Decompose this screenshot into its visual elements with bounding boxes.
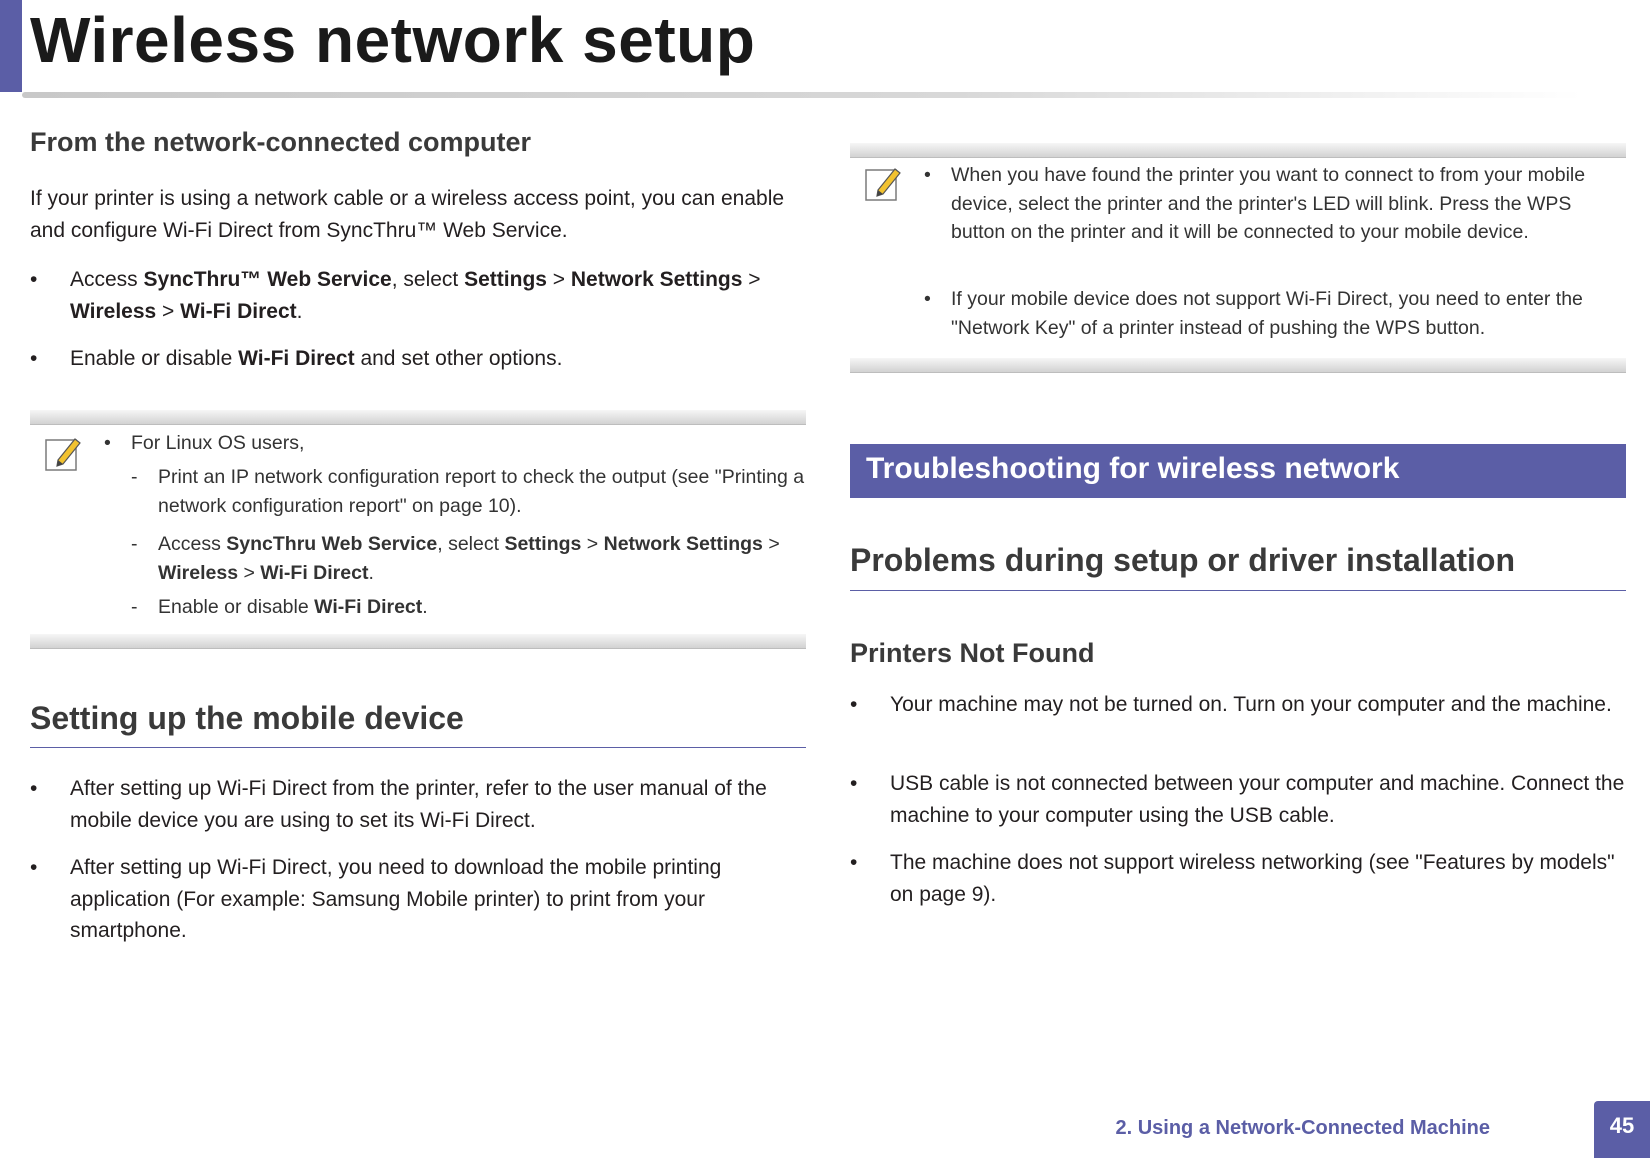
list-item: [30, 343, 806, 375]
note-content-linux: [104, 429, 806, 619]
page-number: 45: [1594, 1101, 1650, 1158]
list-item-text: Enable or disable Wi-Fi Direct and set other options.: [70, 347, 563, 370]
list-item: [30, 852, 806, 948]
list-item: [30, 264, 806, 328]
note-pencil-icon: [864, 164, 904, 204]
subheading-printers-not-found: Printers Not Found: [850, 638, 1095, 668]
list-item: [850, 768, 1626, 832]
section-divider: [850, 590, 1626, 591]
bullet-marker: •: [924, 164, 931, 186]
bullet-marker: •: [104, 432, 111, 454]
list-item-text: USB cable is not connected between your computer and machine. Connect the machine to your computer using the USB cable.: [890, 772, 1625, 827]
list-item-text: Access SyncThru™ Web Service, select Settings > Network Settings > Wireless > Wi-Fi Direct.: [70, 268, 761, 323]
note-bullet-text: For Linux OS users,: [131, 432, 305, 454]
troubleshooting-banner: Troubleshooting for wireless network: [850, 444, 1626, 498]
bullet-marker: •: [850, 772, 858, 795]
note-pencil-icon: [44, 434, 84, 474]
list-item-text: After setting up Wi-Fi Direct from the printer, refer to the user manual of the mobile device you are using to set its Wi-Fi Direct.: [70, 777, 767, 832]
bullet-marker: •: [850, 851, 858, 874]
note-top-border: [850, 143, 1626, 158]
subheading-network-computer: From the network-connected computer: [30, 127, 532, 157]
section-heading-problems: Problems during setup or driver installation: [850, 542, 1515, 578]
note-bottom-border: [30, 634, 806, 649]
bullet-marker: •: [30, 856, 38, 879]
title-divider: [22, 92, 1582, 98]
note-top-border: [30, 410, 806, 425]
dash-marker: -: [131, 466, 138, 488]
dash-marker: -: [131, 596, 138, 618]
note-dash-item: Access SyncThru Web Service, select Settings > Network Settings > Wireless > Wi-Fi Direct.: [158, 533, 780, 584]
list-item-text: After setting up Wi-Fi Direct, you need to download the mobile printing application (For example: Samsung Mobile printer) to print from your smartphone.: [70, 856, 722, 942]
section-divider: [30, 747, 806, 748]
list-item: [850, 689, 1626, 753]
note-bullet-text: If your mobile device does not support Wi-Fi Direct, you need to enter the "Network Key" of a printer instead of pushing the WPS button.: [951, 288, 1583, 339]
note-bottom-border: [850, 358, 1626, 373]
list-item-text: Your machine may not be turned on. Turn on your computer and the machine.: [890, 693, 1612, 716]
footer-chapter: 2. Using a Network-Connected Machine: [1115, 1117, 1490, 1139]
note-dash-item: Print an IP network configuration report to check the output (see "Printing a network configuration report" on page 10).: [158, 466, 805, 517]
bullet-marker: •: [924, 288, 931, 310]
bullet-marker: •: [850, 693, 858, 716]
list-item-text: The machine does not support wireless networking (see "Features by models" on page 9).: [890, 851, 1615, 906]
section-heading-mobile: Setting up the mobile device: [30, 700, 464, 736]
bullet-marker: •: [30, 268, 38, 291]
note-bullet-text: When you have found the printer you want to connect to from your mobile device, select the printer and the printer's LED will blink. Press the WPS button on the printer and it will be connected to your mobile device.: [951, 164, 1586, 243]
list-item: [850, 847, 1626, 911]
dash-marker: -: [131, 533, 138, 555]
header-accent-bar: [0, 0, 22, 92]
bullet-marker: •: [30, 347, 38, 370]
note-dash-item: Enable or disable Wi-Fi Direct.: [158, 596, 428, 618]
list-item: [30, 773, 806, 837]
page-title: Wireless network setup: [30, 4, 756, 76]
note-content-mobile: [924, 161, 1626, 351]
intro-paragraph: If your printer is using a network cable or a wireless access point, you can enable and configure Wi-Fi Direct from SyncThru™ Web Service.: [30, 187, 785, 242]
bullet-marker: •: [30, 777, 38, 800]
